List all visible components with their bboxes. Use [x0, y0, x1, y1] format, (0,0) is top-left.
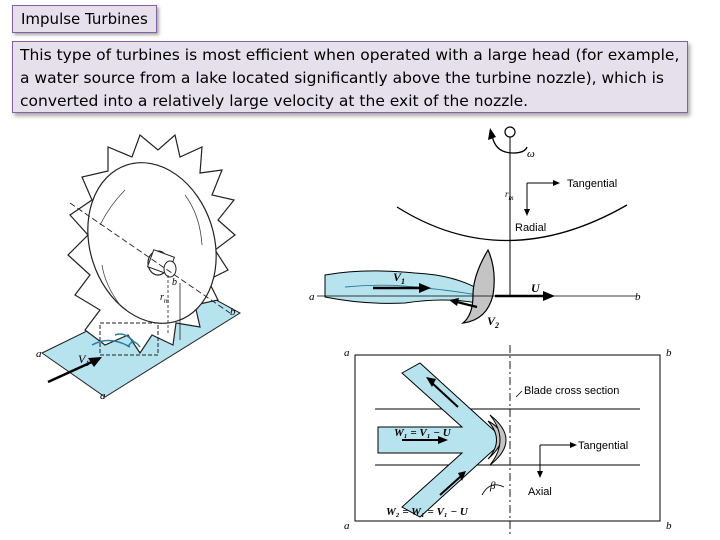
side-view-figure: [305, 125, 645, 335]
description-text: This type of turbines is most efficient when operated with a large head (for example, a water source from a lake located significantly above the turbine nozzle), which is converted into a relatively large velocity at the exit of the nozzle.: [20, 46, 680, 110]
label-b-side: b: [635, 291, 641, 303]
label-a-bottom: a: [344, 520, 350, 532]
label-b-right: b: [230, 306, 236, 318]
label-rm: $r_m$: [160, 292, 169, 305]
label-u: U: [531, 281, 540, 295]
label-a-bottom: a: [100, 390, 106, 402]
label-axial: Axial: [528, 486, 552, 498]
label-radial: Radial: [515, 222, 547, 234]
label-omega: ω: [527, 148, 535, 160]
description-box: [12, 41, 688, 113]
label-tangential-top: Tangential: [578, 440, 629, 452]
slide-title: [12, 5, 157, 33]
label-v1-side: $V_1$: [393, 270, 406, 286]
axle-circle: [505, 127, 515, 137]
label-beta: β: [490, 480, 496, 492]
label-blade-cross-section: Blade cross section: [524, 385, 620, 397]
label-v2: $V_2$: [487, 314, 500, 330]
label-a-left: a: [36, 348, 42, 360]
wheel-arc: [397, 205, 627, 241]
label-a-top: a: [344, 347, 350, 359]
label-v1: $V_1$: [78, 352, 90, 368]
label-tangential-side: Tangential: [567, 178, 618, 190]
label-a-side: a: [309, 291, 315, 303]
label-b-top: b: [172, 277, 177, 288]
pelton-wheel-figure: [30, 135, 290, 405]
label-w1-eq: W₁ = V₁ − U: [394, 427, 451, 439]
label-rm-side: $r_m$: [505, 189, 514, 202]
slide-title-text: Impulse Turbines: [21, 10, 148, 28]
label-b-top: b: [666, 347, 672, 359]
label-b-bottom: b: [666, 520, 672, 532]
label-w2-eq: W₂ = W₁ = V₁ − U: [386, 506, 468, 518]
top-view-figure: [340, 345, 680, 535]
